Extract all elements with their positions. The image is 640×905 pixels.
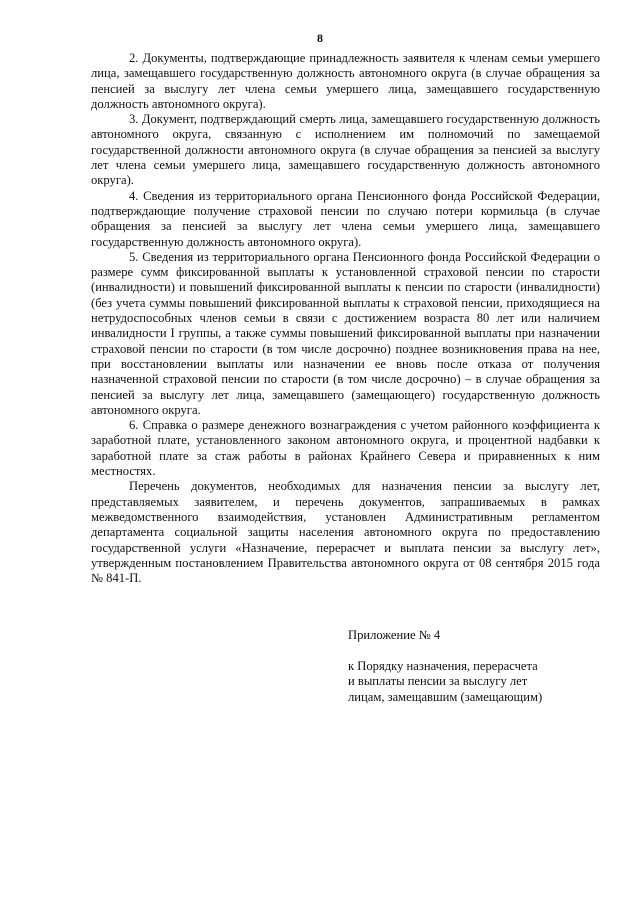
paragraph-item-6: 6. Справка о размере денежного вознаграждения с учетом районного коэффициента к заработной плате, установленного законом автономного округа, и процентной надбавки к заработной плате за стаж работы в районах Крайнего Севера и приравненных к ним местностях. xyxy=(91,418,600,479)
paragraph-item-2: 2. Документы, подтверждающие принадлежность заявителя к членам семьи умершего лица, замещавшего государственную должность автономного округа (в случае обращения за пенсией за выслугу лет члена семьи умершего лица, замещавшего государственную должность автономного округа). xyxy=(91,51,600,111)
page-number: 8 xyxy=(317,31,323,45)
appendix-line: к Порядку назначения, перерасчета xyxy=(348,659,538,673)
appendix-subtitle xyxy=(348,659,608,705)
paragraph-documents-list: Перечень документов, необходимых для назначения пенсии за выслугу лет, представляемых заявителем, и перечень документов, запрашиваемых в рамках межведомственного взаимодействия, установлен Административным регламентом департамента социальной защиты населения автономного округа по предоставлению государственной услуги «Назначение, перерасчет и выплата пенсии за выслугу лет», утвержденным постановлением Правительства автономного округа от 08 сентября 2015 года № 841-П. xyxy=(91,479,600,586)
paragraph-item-3: 3. Документ, подтверждающий смерть лица, замещавшего государственную должность автономного округа, связанную с исполнением им полномочий по замещаемой государственной должности автономного округа (в случае обращения за пенсией за выслугу лет члена семьи умершего лица, замещавшего государственную должность автономного округа). xyxy=(91,112,600,188)
appendix-title: Приложение № 4 xyxy=(348,628,441,642)
appendix-line: лицам, замещавшим (замещающим) xyxy=(348,689,543,704)
document-body xyxy=(91,51,600,586)
paragraph-item-5: 5. Сведения из территориального органа Пенсионного фонда Российской Федерации о размере сумм фиксированной выплаты к установленной страховой пенсии по старости (инвалидности) и повышений фиксированной выплаты к пенсии по старости (инвалидности) (без учета суммы повышений фиксированной выплаты к страховой пенсии, приходящиеся на нетрудоспособных членов семьи в связи с достижением возраста 80 лет или наличием инвалидности I группы, а также суммы повышений фиксированной выплаты при назначении страховой пенсии по старости (в том числе досрочно) позднее возникновения права на нее, при восстановлении выплаты или назначении ее вновь после отказа от получения назначенной страховой пенсии по старости (в том числе досрочно) – в случае обращения за пенсией за выслугу лет лица, замещавшего (замещающего) государственную должность автономного округа. xyxy=(91,249,600,417)
paragraph-item-4: 4. Сведения из территориального органа Пенсионного фонда Российской Федерации, подтверждающие получение страховой пенсии по случаю потери кормильца (в случае обращения за пенсией за выслугу лет члена семьи умершего лица, замещавшего государственную должность автономного округа). xyxy=(91,188,600,249)
appendix-line: и выплаты пенсии за выслугу лет xyxy=(348,674,528,689)
